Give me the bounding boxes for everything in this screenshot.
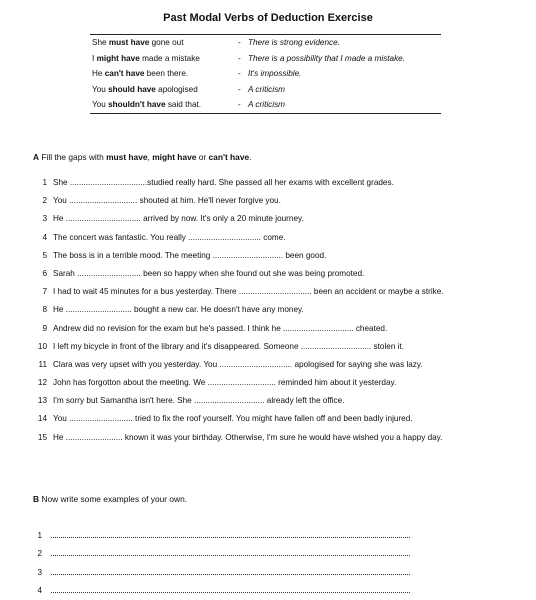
item-sentence: I'm sorry but Samantha isn't here. She ............................... already left the office.: [53, 396, 345, 406]
section-b-instruction: [33, 494, 187, 504]
option-must-have: must have: [106, 152, 148, 162]
section-a-separator-1: ,: [147, 152, 153, 162]
exercise-item: [30, 214, 500, 224]
exercise-item: [30, 433, 500, 443]
section-a-end: .: [249, 152, 252, 162]
meaning-text: It's impossible.: [248, 69, 302, 79]
answer-line-rule: [51, 566, 410, 575]
answer-line: [30, 521, 410, 540]
exercise-item: [30, 251, 500, 261]
option-might-have: might have: [152, 152, 197, 162]
answer-line-number: 3: [37, 567, 42, 577]
reference-example: [90, 97, 238, 113]
meaning-text: A criticism: [248, 100, 285, 110]
item-sentence: He ......................... known it was your birthday. Otherwise, I'm sure he would have wished you a happy day.: [53, 432, 443, 442]
exercise-item: [30, 196, 500, 206]
meaning-text: There is strong evidence.: [248, 38, 340, 47]
item-sentence: Sarah ............................ been so happy when she found out she was being promoted.: [53, 268, 365, 278]
item-sentence: He ................................. arrived by now. It's only a 20 minute journey.: [53, 214, 304, 224]
meaning-dash: -: [238, 69, 241, 79]
item-sentence: You .............................. shouted at him. He'll never forgive you.: [53, 196, 281, 206]
answer-line-rule: [51, 584, 410, 593]
item-number: 15: [37, 432, 47, 442]
answer-line: [30, 577, 410, 596]
exercise-item: [30, 414, 500, 424]
exercise-item: [30, 378, 500, 388]
item-sentence: John has forgotton about the meeting. We .............................. reminded him about it yesterday.: [53, 378, 397, 388]
example-modal: must have: [108, 38, 150, 47]
item-sentence: I left my bicycle in front of the library and it's disappeared. Someone ............................... stolen it.: [53, 341, 405, 351]
reference-table: [90, 34, 441, 114]
meaning-dash: -: [238, 53, 241, 63]
item-number: 14: [37, 414, 47, 424]
item-number: 6: [42, 268, 47, 278]
answer-line: [30, 558, 410, 577]
meaning-text: There is a possibility that I made a mistake.: [248, 53, 405, 63]
example-modal: might have: [96, 53, 140, 63]
item-sentence: You ............................ tried to fix the roof yourself. You might have fallen off and been badly injured.: [53, 414, 413, 424]
item-number: 8: [42, 305, 47, 315]
example-modal: shouldn't have: [108, 100, 166, 110]
reference-row: [90, 97, 441, 113]
item-sentence: Clara was very upset with you yesterday. You ................................ apologised for saying she was lazy.: [53, 359, 423, 369]
section-a-separator-2: or: [196, 152, 209, 162]
reference-row: [90, 82, 441, 98]
exercise-list: [30, 178, 500, 451]
reference-meaning: [238, 97, 441, 113]
section-a-letter: A: [33, 152, 40, 162]
item-sentence: He ............................. bought a new car. He doesn't have any money.: [53, 305, 304, 315]
exercise-item: [30, 324, 500, 334]
reference-meaning: [238, 35, 441, 51]
answer-lines: [30, 521, 410, 595]
item-number: 13: [37, 396, 47, 406]
reference-example: [90, 35, 238, 51]
item-number: 1: [42, 178, 47, 187]
exercise-item: [30, 233, 500, 243]
example-rest: apologised: [155, 84, 198, 94]
answer-line: [30, 540, 410, 559]
reference-row: [90, 51, 441, 67]
reference-meaning: [238, 82, 441, 98]
item-sentence: The boss is in a terrible mood. The meeting ............................... been good.: [53, 250, 327, 260]
answer-line-number: 4: [37, 586, 42, 595]
page-title: Past Modal Verbs of Deduction Exercise: [163, 12, 373, 24]
item-number: 3: [42, 214, 47, 224]
answer-line-rule: [51, 547, 410, 556]
item-number: 5: [42, 250, 47, 260]
example-rest: gone out: [149, 38, 184, 47]
meaning-dash: -: [238, 84, 241, 94]
section-b-letter: B: [33, 494, 40, 504]
example-subject: She: [92, 38, 109, 47]
item-number: 7: [42, 287, 47, 297]
exercise-item: [30, 178, 500, 188]
exercise-item: [30, 396, 500, 406]
item-sentence: Andrew did no revision for the exam but he's passed. I think he ............................... cheated.: [53, 323, 388, 333]
example-subject: I: [92, 53, 97, 63]
meaning-dash: -: [238, 38, 241, 47]
exercise-item: [30, 342, 500, 352]
item-number: 9: [42, 323, 47, 333]
section-a-instruction: [33, 152, 251, 162]
item-sentence: I had to wait 45 minutes for a bus yesterday. There ................................ been an accident or maybe a strike.: [53, 287, 444, 297]
section-a-text: Fill the gaps with: [39, 152, 107, 162]
exercise-item: [30, 287, 500, 297]
example-modal: should have: [108, 84, 156, 94]
example-rest: been there.: [144, 69, 189, 79]
example-subject: You: [92, 84, 109, 94]
answer-line-rule: [51, 529, 410, 538]
item-number: 2: [42, 196, 47, 206]
item-sentence: She ..................................studied really hard. She passed all her exams with excellent grades.: [53, 178, 394, 187]
reference-meaning: [238, 51, 441, 67]
reference-example: [90, 51, 238, 67]
reference-example: [90, 82, 238, 98]
answer-line-number: 2: [37, 549, 42, 558]
example-rest: made a mistake: [139, 53, 200, 63]
example-subject: You: [92, 100, 109, 110]
meaning-text: A criticism: [248, 84, 285, 94]
reference-example: [90, 66, 238, 82]
item-number: 11: [38, 359, 47, 369]
item-number: 10: [37, 341, 47, 351]
section-b-text: Now write some examples of your own.: [39, 494, 188, 504]
item-number: 12: [37, 378, 47, 388]
option-cant-have: can't have: [208, 152, 250, 162]
answer-line-number: 1: [37, 530, 42, 540]
exercise-item: [30, 360, 500, 370]
item-number: 4: [42, 232, 47, 242]
example-modal: can't have: [104, 69, 145, 79]
reference-meaning: [238, 66, 441, 82]
example-rest: said that.: [165, 100, 202, 110]
exercise-item: [30, 269, 500, 279]
item-sentence: The concert was fantastic. You really ................................ come.: [53, 232, 286, 242]
meaning-dash: -: [238, 100, 241, 110]
example-subject: He: [92, 69, 105, 79]
reference-row: [90, 66, 441, 82]
reference-row: [90, 35, 441, 51]
exercise-item: [30, 305, 500, 315]
